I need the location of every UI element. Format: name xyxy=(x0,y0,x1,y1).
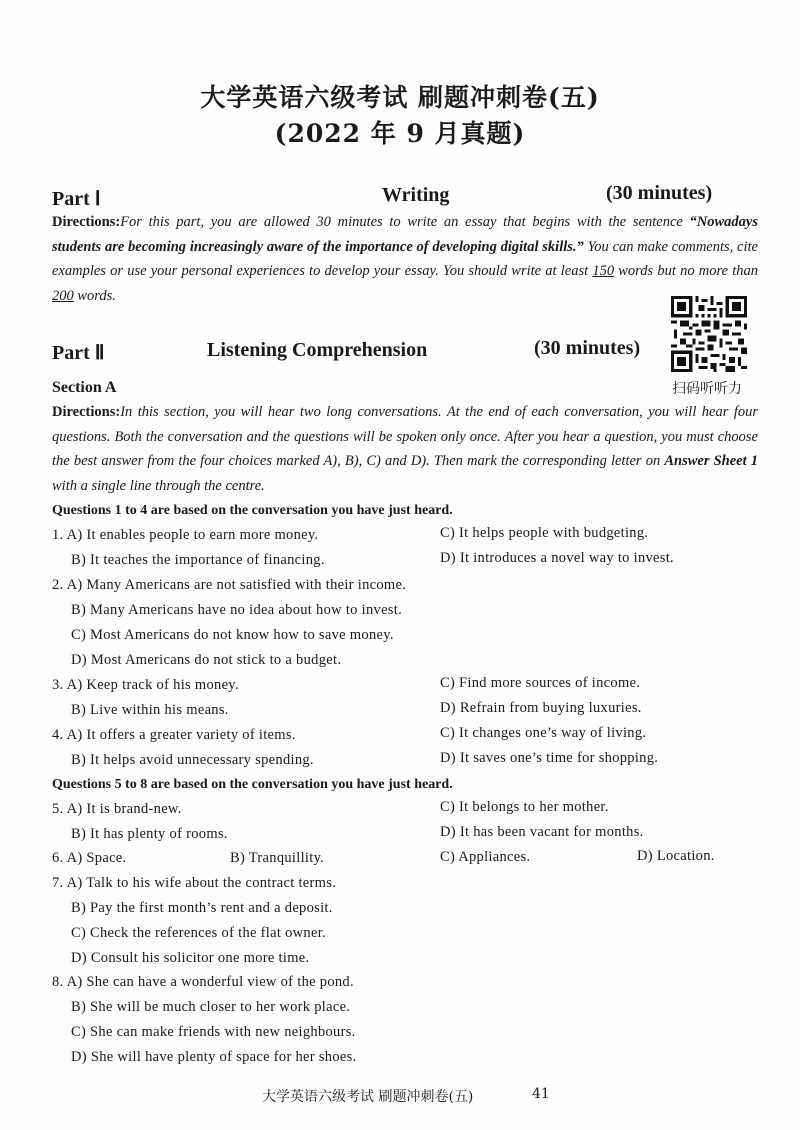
q2-option-a: 2. A) Many Americans are not satisfied with their income. xyxy=(52,577,407,593)
q8-option-a: 8. A) She can have a wonderful view of the pond. xyxy=(52,974,354,990)
part1-time: (30 minutes) xyxy=(606,182,713,204)
part2-time: (30 minutes) xyxy=(534,337,641,359)
essay-prompt: “Nowadays students are becoming increasingly aware of the importance of developing digital skills.” xyxy=(52,214,758,255)
part2-directions xyxy=(52,400,758,498)
q8-option-c: C) She can make friends with new neighbours. xyxy=(71,1024,356,1040)
q8-option-b: B) She will be much closer to her work place. xyxy=(71,999,351,1015)
q8-option-d: D) She will have plenty of space for her shoes. xyxy=(71,1049,357,1065)
section-heading: Section A xyxy=(52,379,117,396)
page-subtitle: (2022 年 9 月真题) xyxy=(274,119,526,148)
q3-option-d: D) Refrain from buying luxuries. xyxy=(440,700,642,716)
q4-option-b: B) It helps avoid unnecessary spending. xyxy=(71,752,314,768)
part1-name: Writing xyxy=(382,184,450,206)
q5-option-c: C) It belongs to her mother. xyxy=(440,799,609,815)
page-number: 41 xyxy=(532,1086,550,1102)
answer-sheet-label: Answer Sheet 1 xyxy=(664,453,758,469)
q7-option-b: B) Pay the first month’s rent and a deposit. xyxy=(71,900,333,916)
question-group-heading: Questions 1 to 4 are based on the conversation you have just heard. xyxy=(52,503,453,518)
max-words: 200 xyxy=(52,287,74,304)
q5-option-a: 5. A) It is brand-new. xyxy=(52,801,182,817)
footer-title: 大学英语六级考试 刷题冲刺卷(五) xyxy=(262,1089,474,1105)
directions-text: with a single line through the centre. xyxy=(52,477,265,494)
q6-option-d: D) Location. xyxy=(637,848,715,864)
directions-lead: Directions: xyxy=(52,404,121,420)
q4-option-d: D) It saves one’s time for shopping. xyxy=(440,750,659,766)
q6-option-b: B) Tranquillity. xyxy=(230,850,325,866)
q2-option-d: D) Most Americans do not stick to a budget. xyxy=(71,652,342,668)
q7-option-a: 7. A) Talk to his wife about the contract terms. xyxy=(52,875,337,891)
directions-text: words. xyxy=(73,287,116,304)
q1-option-b: B) It teaches the importance of financing. xyxy=(71,552,325,568)
directions-text: words but no more than xyxy=(614,263,758,279)
q7-option-d: D) Consult his solicitor one more time. xyxy=(71,950,310,966)
q5-option-b: B) It has plenty of rooms. xyxy=(71,826,228,842)
q7-option-c: C) Check the references of the flat owner. xyxy=(71,925,326,941)
q2-option-c: C) Most Americans do not know how to save money. xyxy=(71,627,394,643)
q1-option-d: D) It introduces a novel way to invest. xyxy=(440,550,674,566)
part1-label: Part Ⅰ xyxy=(52,188,101,210)
question-group-heading: Questions 5 to 8 are based on the conversation you have just heard. xyxy=(52,777,453,792)
q2-option-b: B) Many Americans have no idea about how to invest. xyxy=(71,602,403,618)
q1-option-a: 1. A) It enables people to earn more money. xyxy=(52,527,319,543)
part1-directions xyxy=(52,210,758,308)
directions-text: In this section, you will hear two long conversations. At the end of each conversation, you will hear four questions. Both the conversation and the questions will be spoken only once. After you hear a question, you must choose the best answer from the four choices marked A), B), C) and D). Then mark the corresponding letter on xyxy=(52,404,758,469)
q1-option-c: C) It helps people with budgeting. xyxy=(440,525,649,541)
qr-caption: 扫码听听力 xyxy=(672,381,742,397)
directions-lead: Directions: xyxy=(52,214,121,230)
min-words: 150 xyxy=(592,263,615,279)
q3-option-b: B) Live within his means. xyxy=(71,702,229,718)
q3-option-a: 3. A) Keep track of his money. xyxy=(52,677,239,693)
part2-name: Listening Comprehension xyxy=(207,339,428,361)
directions-text: For this part, you are allowed 30 minutes to write an essay that begins with the sentence xyxy=(120,214,690,230)
directions-text: You can make comments, cite examples or use your personal experiences to develop your essay. You should write at least xyxy=(52,238,758,279)
part2-label: Part Ⅱ xyxy=(52,342,105,364)
q4-option-c: C) It changes one’s way of living. xyxy=(440,725,647,741)
q3-option-c: C) Find more sources of income. xyxy=(440,675,641,691)
q5-option-d: D) It has been vacant for months. xyxy=(440,824,644,840)
q6-option-c: C) Appliances. xyxy=(440,849,531,865)
page-title: 大学英语六级考试 刷题冲刺卷(五) xyxy=(200,83,600,112)
qr-code-icon xyxy=(671,296,747,372)
q4-option-a: 4. A) It offers a greater variety of items. xyxy=(52,727,296,743)
q6-option-a: 6. A) Space. xyxy=(52,850,127,866)
